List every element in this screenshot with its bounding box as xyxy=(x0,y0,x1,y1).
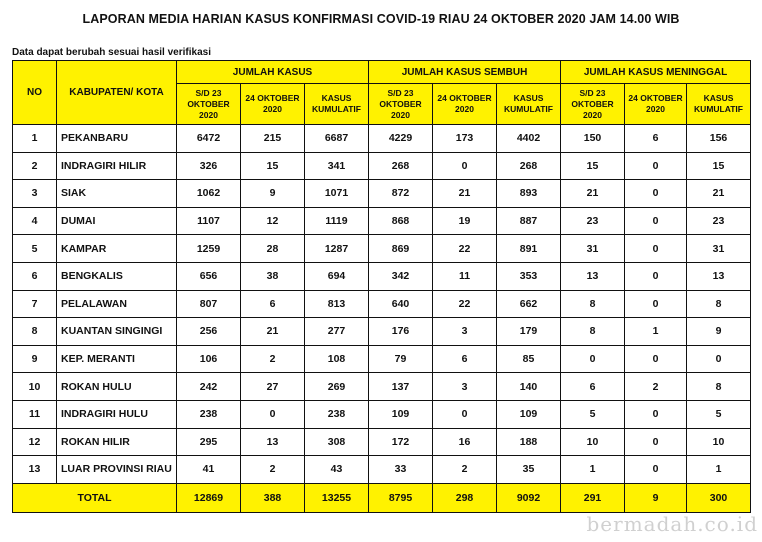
cell-value: 1062 xyxy=(177,180,241,208)
cell-value: 341 xyxy=(305,152,369,180)
report-title: LAPORAN MEDIA HARIAN KASUS KONFIRMASI COVID-19 RIAU 24 OKTOBER 2020 JAM 14.00 WIB xyxy=(82,12,680,26)
cell-value: 2 xyxy=(241,345,305,373)
cell-value: 813 xyxy=(305,290,369,318)
cell-value: 1 xyxy=(561,456,625,484)
cell-value: 15 xyxy=(561,152,625,180)
row-no: 13 xyxy=(13,456,57,484)
table-row xyxy=(13,373,751,401)
covid-report-table xyxy=(12,60,751,513)
cell-value: 887 xyxy=(497,207,561,235)
cell-value: 0 xyxy=(625,456,687,484)
header-jumlah-kasus: JUMLAH KASUS xyxy=(177,61,369,84)
cell-value: 79 xyxy=(369,345,433,373)
total-value: 291 xyxy=(561,483,625,512)
cell-value: 1287 xyxy=(305,235,369,263)
cell-value: 640 xyxy=(369,290,433,318)
cell-value: 869 xyxy=(369,235,433,263)
cell-value: 0 xyxy=(433,400,497,428)
cell-value: 140 xyxy=(497,373,561,401)
cell-value: 4402 xyxy=(497,125,561,153)
header-sub-kumulatif: KASUS KUMULATIF xyxy=(497,84,561,125)
total-value: 388 xyxy=(241,483,305,512)
row-kabupaten: SIAK xyxy=(57,180,177,208)
cell-value: 21 xyxy=(687,180,751,208)
verification-note: Data dapat berubah sesuai hasil verifikasi xyxy=(12,47,211,58)
header-sub-kumulatif: KASUS KUMULATIF xyxy=(687,84,751,125)
row-no: 2 xyxy=(13,152,57,180)
cell-value: 238 xyxy=(177,400,241,428)
cell-value: 21 xyxy=(561,180,625,208)
cell-value: 0 xyxy=(433,152,497,180)
cell-value: 5 xyxy=(687,400,751,428)
row-kabupaten: PELALAWAN xyxy=(57,290,177,318)
cell-value: 0 xyxy=(625,290,687,318)
cell-value: 8 xyxy=(687,373,751,401)
cell-value: 0 xyxy=(625,345,687,373)
header-sub-kumulatif: KASUS KUMULATIF xyxy=(305,84,369,125)
table-row xyxy=(13,125,751,153)
row-kabupaten: KAMPAR xyxy=(57,235,177,263)
cell-value: 0 xyxy=(241,400,305,428)
cell-value: 868 xyxy=(369,207,433,235)
cell-value: 656 xyxy=(177,262,241,290)
cell-value: 0 xyxy=(625,180,687,208)
table-row xyxy=(13,456,751,484)
total-label: TOTAL xyxy=(13,483,177,512)
cell-value: 3 xyxy=(433,373,497,401)
cell-value: 16 xyxy=(433,428,497,456)
row-no: 11 xyxy=(13,400,57,428)
cell-value: 872 xyxy=(369,180,433,208)
table-row xyxy=(13,428,751,456)
row-no: 7 xyxy=(13,290,57,318)
cell-value: 6 xyxy=(625,125,687,153)
cell-value: 41 xyxy=(177,456,241,484)
cell-value: 22 xyxy=(433,235,497,263)
cell-value: 38 xyxy=(241,262,305,290)
cell-value: 31 xyxy=(561,235,625,263)
cell-value: 256 xyxy=(177,318,241,346)
table-row xyxy=(13,180,751,208)
cell-value: 8 xyxy=(687,290,751,318)
cell-value: 23 xyxy=(561,207,625,235)
row-no: 1 xyxy=(13,125,57,153)
cell-value: 5 xyxy=(561,400,625,428)
cell-value: 326 xyxy=(177,152,241,180)
cell-value: 3 xyxy=(433,318,497,346)
cell-value: 6687 xyxy=(305,125,369,153)
row-no: 3 xyxy=(13,180,57,208)
header-sub-24okt: 24 OKTOBER 2020 xyxy=(625,84,687,125)
cell-value: 28 xyxy=(241,235,305,263)
cell-value: 172 xyxy=(369,428,433,456)
cell-value: 1119 xyxy=(305,207,369,235)
cell-value: 109 xyxy=(497,400,561,428)
row-kabupaten: KEP. MERANTI xyxy=(57,345,177,373)
cell-value: 15 xyxy=(687,152,751,180)
row-kabupaten: ROKAN HULU xyxy=(57,373,177,401)
watermark: bermadah.co.id xyxy=(586,512,758,536)
header-sub-sd23: S/D 23 OKTOBER 2020 xyxy=(177,84,241,125)
cell-value: 891 xyxy=(497,235,561,263)
total-value: 298 xyxy=(433,483,497,512)
header-sub-24okt: 24 OKTOBER 2020 xyxy=(241,84,305,125)
cell-value: 0 xyxy=(625,207,687,235)
cell-value: 13 xyxy=(241,428,305,456)
cell-value: 106 xyxy=(177,345,241,373)
row-no: 9 xyxy=(13,345,57,373)
cell-value: 156 xyxy=(687,125,751,153)
cell-value: 22 xyxy=(433,290,497,318)
cell-value: 2 xyxy=(241,456,305,484)
header-sub-sd23: S/D 23 OKTOBER 2020 xyxy=(561,84,625,125)
cell-value: 0 xyxy=(561,345,625,373)
cell-value: 268 xyxy=(369,152,433,180)
cell-value: 108 xyxy=(305,345,369,373)
cell-value: 893 xyxy=(497,180,561,208)
cell-value: 694 xyxy=(305,262,369,290)
cell-value: 2 xyxy=(433,456,497,484)
cell-value: 353 xyxy=(497,262,561,290)
cell-value: 21 xyxy=(241,318,305,346)
cell-value: 268 xyxy=(497,152,561,180)
total-value: 300 xyxy=(687,483,751,512)
cell-value: 0 xyxy=(625,262,687,290)
cell-value: 13 xyxy=(561,262,625,290)
cell-value: 215 xyxy=(241,125,305,153)
cell-value: 1259 xyxy=(177,235,241,263)
cell-value: 15 xyxy=(241,152,305,180)
cell-value: 0 xyxy=(687,345,751,373)
cell-value: 10 xyxy=(687,428,751,456)
cell-value: 188 xyxy=(497,428,561,456)
cell-value: 2 xyxy=(625,373,687,401)
cell-value: 150 xyxy=(561,125,625,153)
cell-value: 179 xyxy=(497,318,561,346)
header-no: NO xyxy=(13,61,57,125)
total-value: 9092 xyxy=(497,483,561,512)
cell-value: 0 xyxy=(625,235,687,263)
row-kabupaten: ROKAN HILIR xyxy=(57,428,177,456)
cell-value: 12 xyxy=(241,207,305,235)
cell-value: 23 xyxy=(687,207,751,235)
cell-value: 1107 xyxy=(177,207,241,235)
cell-value: 1 xyxy=(687,456,751,484)
cell-value: 137 xyxy=(369,373,433,401)
cell-value: 0 xyxy=(625,152,687,180)
cell-value: 9 xyxy=(241,180,305,208)
cell-value: 11 xyxy=(433,262,497,290)
cell-value: 43 xyxy=(305,456,369,484)
row-kabupaten: BENGKALIS xyxy=(57,262,177,290)
cell-value: 6 xyxy=(241,290,305,318)
row-no: 4 xyxy=(13,207,57,235)
cell-value: 27 xyxy=(241,373,305,401)
cell-value: 6 xyxy=(433,345,497,373)
cell-value: 295 xyxy=(177,428,241,456)
total-value: 9 xyxy=(625,483,687,512)
cell-value: 176 xyxy=(369,318,433,346)
cell-value: 1 xyxy=(625,318,687,346)
total-value: 13255 xyxy=(305,483,369,512)
cell-value: 19 xyxy=(433,207,497,235)
total-row xyxy=(13,483,751,512)
row-no: 5 xyxy=(13,235,57,263)
cell-value: 1071 xyxy=(305,180,369,208)
table-row xyxy=(13,235,751,263)
table-row xyxy=(13,262,751,290)
cell-value: 4229 xyxy=(369,125,433,153)
cell-value: 109 xyxy=(369,400,433,428)
table-row xyxy=(13,318,751,346)
table-row xyxy=(13,400,751,428)
row-kabupaten: DUMAI xyxy=(57,207,177,235)
cell-value: 308 xyxy=(305,428,369,456)
cell-value: 269 xyxy=(305,373,369,401)
cell-value: 807 xyxy=(177,290,241,318)
table-row xyxy=(13,345,751,373)
row-no: 12 xyxy=(13,428,57,456)
cell-value: 31 xyxy=(687,235,751,263)
cell-value: 6 xyxy=(561,373,625,401)
cell-value: 173 xyxy=(433,125,497,153)
cell-value: 9 xyxy=(687,318,751,346)
row-no: 6 xyxy=(13,262,57,290)
cell-value: 35 xyxy=(497,456,561,484)
cell-value: 85 xyxy=(497,345,561,373)
row-kabupaten: INDRAGIRI HILIR xyxy=(57,152,177,180)
row-kabupaten: PEKANBARU xyxy=(57,125,177,153)
row-kabupaten: LUAR PROVINSI RIAU xyxy=(57,456,177,484)
row-no: 8 xyxy=(13,318,57,346)
cell-value: 662 xyxy=(497,290,561,318)
cell-value: 10 xyxy=(561,428,625,456)
table-row xyxy=(13,290,751,318)
cell-value: 13 xyxy=(687,262,751,290)
table-row xyxy=(13,207,751,235)
cell-value: 277 xyxy=(305,318,369,346)
total-value: 12869 xyxy=(177,483,241,512)
header-sub-sd23: S/D 23 OKTOBER 2020 xyxy=(369,84,433,125)
cell-value: 242 xyxy=(177,373,241,401)
row-kabupaten: INDRAGIRI HULU xyxy=(57,400,177,428)
header-sub-24okt: 24 OKTOBER 2020 xyxy=(433,84,497,125)
table-row xyxy=(13,152,751,180)
cell-value: 238 xyxy=(305,400,369,428)
cell-value: 0 xyxy=(625,428,687,456)
header-jumlah-meninggal: JUMLAH KASUS MENINGGAL xyxy=(561,61,751,84)
table-body xyxy=(13,125,751,513)
cell-value: 0 xyxy=(625,400,687,428)
cell-value: 21 xyxy=(433,180,497,208)
header-jumlah-sembuh: JUMLAH KASUS SEMBUH xyxy=(369,61,561,84)
row-kabupaten: KUANTAN SINGINGI xyxy=(57,318,177,346)
cell-value: 8 xyxy=(561,290,625,318)
header-group-row xyxy=(13,61,751,84)
header-kabupaten: KABUPATEN/ KOTA xyxy=(57,61,177,125)
cell-value: 8 xyxy=(561,318,625,346)
row-no: 10 xyxy=(13,373,57,401)
total-value: 8795 xyxy=(369,483,433,512)
cell-value: 342 xyxy=(369,262,433,290)
cell-value: 6472 xyxy=(177,125,241,153)
cell-value: 33 xyxy=(369,456,433,484)
